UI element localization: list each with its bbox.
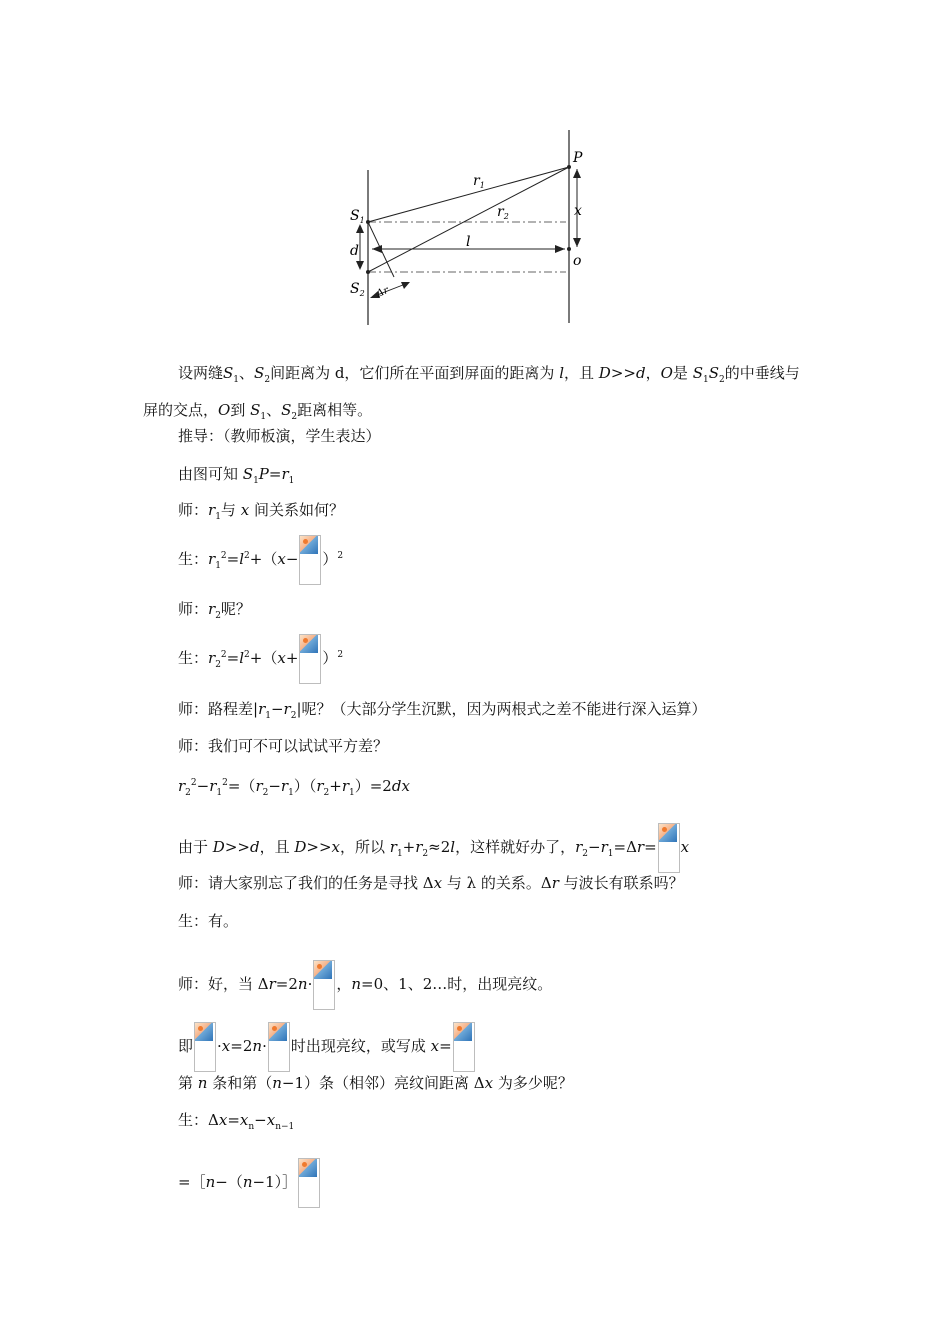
line-student-r2: 生：$r_2^2=l^2+(x+ )^2$ [178,634,343,684]
point-S1 [366,220,370,224]
point-S2 [366,270,370,274]
label-O: o [573,253,582,269]
label-S2: $S_2$ [350,281,365,298]
line-s1p: 由图可知 $S_1P=r_1$ [178,465,295,486]
line-path-diff: 师：路程差$|r_1-r_2|$呢？（大部分学生沉默，因为两根式之差不能进行深入运算） [178,700,707,721]
line-bright-x: 即 ·x=2n· 时出现亮纹，或写成 x= [178,1022,476,1072]
label-P: P [573,150,583,166]
double-slit-diagram [330,125,590,330]
formula-image-placeholder [298,1158,320,1208]
formula-image-placeholder [658,823,680,873]
formula-image-placeholder [313,960,335,1010]
label-S1: $S_1$ [350,208,365,225]
line-adjacent-question: 第 n 条和第（n−1）条（相邻）亮纹间距离 Δx 为多少呢？ [178,1074,573,1092]
line-bright-condition: 师：好，当 Δr=2n· ，n=0、1、2…时，出现亮纹。 [178,960,552,1010]
line-student-r1: 生：$r_1^2=l^2+(x- )^2$ [178,535,343,585]
ray-r2 [368,167,569,272]
line-teacher-r1-x: 师：$r_1$与 x 间关系如何？ [178,501,344,522]
line-teacher-r2: 师：$r_2$呢？ [178,600,251,621]
formula-image-placeholder [268,1022,290,1072]
line-result: =［n−（n−1）］ [178,1158,321,1208]
formula-image-placeholder [453,1022,475,1072]
label-x: x [574,203,582,219]
label-r1: $r_1$ [473,173,485,190]
formula-image-placeholder [194,1022,216,1072]
label-dr: Δr [375,285,391,300]
label-d: d [350,243,359,259]
line-square-diff: $r_2^2-r_1^2=(r_2-r_1)(r_2+r_1)=2dx$ [178,777,410,798]
line-yes: 生：有。 [178,912,239,930]
line-since: 由于 D>>d，且 D>>x，所以 $r_1+r_2\approx 2l$，这样就好办了，$r_2-r_1=\Delta r= x$ [178,823,689,873]
label-r2: $r_2$ [497,204,509,221]
formula-image-placeholder [299,634,321,684]
ray-r1 [368,167,569,222]
formula-image-placeholder [299,535,321,585]
line-try-square: 师：我们可不可以试试平方差？ [178,737,389,755]
intro-paragraph: 设两缝$S_1$、$S_2$间距离为 d，它们所在平面到屏面的距离为 l，且 D>>d，O是 $S_1S_2$的中垂线与屏的交点，O到 $S_1$、$S_2$距离相等。 [143,364,800,422]
point-P [567,165,571,169]
line-student-dx: 生：$\Delta x=x_n-x_{n-1}$ [178,1111,295,1132]
line-task: 师：请大家别忘了我们的任务是寻找 Δx 与 λ 的关系。Δr 与波长有联系吗？ [178,874,684,892]
derive-line: 推导：（教师板演，学生表达） [178,427,381,445]
point-O [567,247,571,251]
label-l: l [466,234,471,250]
